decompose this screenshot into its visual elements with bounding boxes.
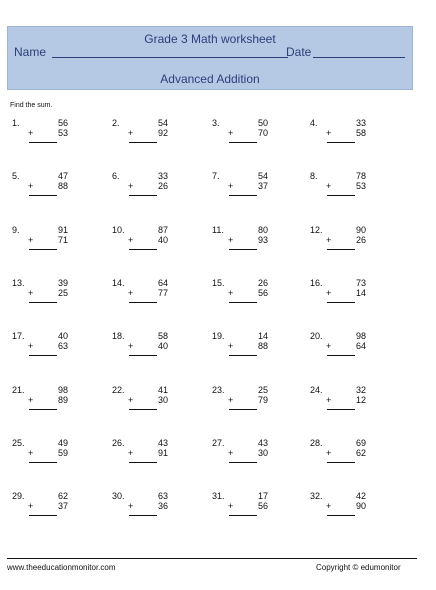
plus-sign: + bbox=[128, 501, 134, 511]
plus-sign: + bbox=[228, 501, 234, 511]
second-addend: 37 bbox=[257, 181, 268, 191]
first-addend: 32 bbox=[355, 385, 366, 395]
addition-problem bbox=[12, 491, 72, 531]
second-addend: 14 bbox=[355, 288, 366, 298]
first-addend: 54 bbox=[157, 118, 168, 128]
plus-sign: + bbox=[28, 341, 34, 351]
second-addend: 92 bbox=[157, 128, 168, 138]
first-addend: 98 bbox=[57, 385, 68, 395]
first-addend: 49 bbox=[57, 438, 68, 448]
answer-line[interactable] bbox=[229, 515, 257, 516]
addition-problem bbox=[112, 331, 172, 371]
first-addend: 50 bbox=[257, 118, 268, 128]
second-addend: 70 bbox=[257, 128, 268, 138]
plus-sign: + bbox=[326, 128, 332, 138]
problem-number: 19. bbox=[212, 331, 225, 341]
second-addend: 36 bbox=[157, 501, 168, 511]
problem-number: 24. bbox=[310, 385, 323, 395]
addition-problem bbox=[12, 225, 72, 265]
answer-line[interactable] bbox=[129, 195, 157, 196]
first-addend: 33 bbox=[157, 171, 168, 181]
first-addend: 39 bbox=[57, 278, 68, 288]
second-addend: 71 bbox=[57, 235, 68, 245]
plus-sign: + bbox=[326, 341, 332, 351]
addition-problem bbox=[310, 438, 370, 478]
first-addend: 87 bbox=[157, 225, 168, 235]
second-addend: 40 bbox=[157, 235, 168, 245]
second-addend: 58 bbox=[355, 128, 366, 138]
worksheet-subtitle: Advanced Addition bbox=[160, 72, 260, 86]
plus-sign: + bbox=[228, 128, 234, 138]
addition-problem bbox=[212, 491, 272, 531]
problem-number: 1. bbox=[12, 118, 20, 128]
answer-line[interactable] bbox=[229, 249, 257, 250]
first-addend: 17 bbox=[257, 491, 268, 501]
first-addend: 56 bbox=[57, 118, 68, 128]
answer-line[interactable] bbox=[29, 195, 57, 196]
second-addend: 62 bbox=[355, 448, 366, 458]
answer-line[interactable] bbox=[129, 302, 157, 303]
addition-problem bbox=[310, 225, 370, 265]
second-addend: 63 bbox=[57, 341, 68, 351]
plus-sign: + bbox=[128, 128, 134, 138]
answer-line[interactable] bbox=[327, 142, 355, 143]
addition-problem bbox=[112, 118, 172, 158]
problem-number: 5. bbox=[12, 171, 20, 181]
plus-sign: + bbox=[228, 235, 234, 245]
plus-sign: + bbox=[28, 235, 34, 245]
plus-sign: + bbox=[228, 341, 234, 351]
first-addend: 80 bbox=[257, 225, 268, 235]
footer-website[interactable]: www.theeducationmonitor.com bbox=[7, 563, 116, 572]
plus-sign: + bbox=[228, 181, 234, 191]
addition-problem bbox=[12, 118, 72, 158]
first-addend: 78 bbox=[355, 171, 366, 181]
second-addend: 30 bbox=[257, 448, 268, 458]
addition-problem bbox=[112, 171, 172, 211]
problem-number: 10. bbox=[112, 225, 125, 235]
answer-line[interactable] bbox=[129, 355, 157, 356]
first-addend: 14 bbox=[257, 331, 268, 341]
plus-sign: + bbox=[228, 288, 234, 298]
problem-number: 4. bbox=[310, 118, 318, 128]
answer-line[interactable] bbox=[327, 302, 355, 303]
answer-line[interactable] bbox=[327, 249, 355, 250]
plus-sign: + bbox=[326, 395, 332, 405]
worksheet-title: Grade 3 Math worksheet bbox=[144, 32, 276, 46]
problem-number: 22. bbox=[112, 385, 125, 395]
problem-number: 31. bbox=[212, 491, 225, 501]
problem-number: 15. bbox=[212, 278, 225, 288]
answer-line[interactable] bbox=[327, 355, 355, 356]
plus-sign: + bbox=[28, 181, 34, 191]
addition-problem bbox=[112, 491, 172, 531]
addition-problem bbox=[212, 171, 272, 211]
problem-number: 18. bbox=[112, 331, 125, 341]
instruction-text: Find the sum. bbox=[10, 102, 53, 109]
answer-line[interactable] bbox=[229, 142, 257, 143]
first-addend: 43 bbox=[157, 438, 168, 448]
plus-sign: + bbox=[128, 288, 134, 298]
addition-problem bbox=[112, 225, 172, 265]
plus-sign: + bbox=[326, 448, 332, 458]
answer-line[interactable] bbox=[29, 515, 57, 516]
problem-number: 29. bbox=[12, 491, 25, 501]
plus-sign: + bbox=[128, 181, 134, 191]
second-addend: 30 bbox=[157, 395, 168, 405]
first-addend: 41 bbox=[157, 385, 168, 395]
answer-line[interactable] bbox=[229, 195, 257, 196]
answer-line[interactable] bbox=[327, 462, 355, 463]
second-addend: 56 bbox=[257, 288, 268, 298]
first-addend: 98 bbox=[355, 331, 366, 341]
answer-line[interactable] bbox=[29, 355, 57, 356]
problem-number: 30. bbox=[112, 491, 125, 501]
problem-number: 8. bbox=[310, 171, 318, 181]
second-addend: 64 bbox=[355, 341, 366, 351]
problem-number: 11. bbox=[212, 225, 224, 235]
problem-number: 23. bbox=[212, 385, 225, 395]
answer-line[interactable] bbox=[29, 409, 57, 410]
problem-number: 17. bbox=[12, 331, 25, 341]
problem-number: 7. bbox=[212, 171, 220, 181]
problem-number: 16. bbox=[310, 278, 323, 288]
plus-sign: + bbox=[228, 448, 234, 458]
plus-sign: + bbox=[128, 235, 134, 245]
addition-problem bbox=[112, 438, 172, 478]
addition-problem bbox=[212, 278, 272, 318]
addition-problem bbox=[212, 225, 272, 265]
problem-number: 25. bbox=[12, 438, 25, 448]
plus-sign: + bbox=[326, 181, 332, 191]
problem-number: 2. bbox=[112, 118, 120, 128]
answer-line[interactable] bbox=[29, 302, 57, 303]
problem-number: 27. bbox=[212, 438, 225, 448]
addition-problem bbox=[310, 118, 370, 158]
second-addend: 88 bbox=[257, 341, 268, 351]
problem-number: 21. bbox=[12, 385, 25, 395]
problem-number: 9. bbox=[12, 225, 20, 235]
answer-line[interactable] bbox=[29, 462, 57, 463]
first-addend: 91 bbox=[57, 225, 68, 235]
problem-number: 20. bbox=[310, 331, 323, 341]
name-label: Name bbox=[14, 45, 47, 59]
problem-number: 13. bbox=[12, 278, 25, 288]
plus-sign: + bbox=[326, 288, 332, 298]
second-addend: 59 bbox=[57, 448, 68, 458]
second-addend: 93 bbox=[257, 235, 268, 245]
answer-line[interactable] bbox=[129, 409, 157, 410]
addition-problem bbox=[212, 438, 272, 478]
first-addend: 47 bbox=[57, 171, 68, 181]
addition-problem bbox=[12, 278, 72, 318]
addition-problem bbox=[310, 171, 370, 211]
first-addend: 33 bbox=[355, 118, 366, 128]
answer-line[interactable] bbox=[327, 515, 355, 516]
first-addend: 69 bbox=[355, 438, 366, 448]
answer-line[interactable] bbox=[327, 409, 355, 410]
problem-number: 14. bbox=[112, 278, 125, 288]
second-addend: 37 bbox=[57, 501, 68, 511]
answer-line[interactable] bbox=[229, 462, 257, 463]
first-addend: 25 bbox=[257, 385, 268, 395]
problem-number: 28. bbox=[310, 438, 323, 448]
second-addend: 26 bbox=[157, 181, 168, 191]
second-addend: 90 bbox=[355, 501, 366, 511]
plus-sign: + bbox=[128, 395, 134, 405]
plus-sign: + bbox=[128, 341, 134, 351]
addition-problem bbox=[212, 331, 272, 371]
second-addend: 56 bbox=[257, 501, 268, 511]
problem-number: 12. bbox=[310, 225, 323, 235]
second-addend: 53 bbox=[355, 181, 366, 191]
plus-sign: + bbox=[28, 288, 34, 298]
answer-line[interactable] bbox=[129, 462, 157, 463]
answer-line[interactable] bbox=[229, 302, 257, 303]
addition-problem bbox=[212, 118, 272, 158]
plus-sign: + bbox=[228, 395, 234, 405]
plus-sign: + bbox=[28, 501, 34, 511]
first-addend: 42 bbox=[355, 491, 366, 501]
second-addend: 91 bbox=[157, 448, 168, 458]
answer-line[interactable] bbox=[129, 142, 157, 143]
first-addend: 62 bbox=[57, 491, 68, 501]
addition-problem bbox=[310, 331, 370, 371]
second-addend: 25 bbox=[57, 288, 68, 298]
addition-problem bbox=[310, 491, 370, 531]
plus-sign: + bbox=[128, 448, 134, 458]
addition-problem bbox=[310, 278, 370, 318]
first-addend: 73 bbox=[355, 278, 366, 288]
addition-problem bbox=[12, 331, 72, 371]
first-addend: 64 bbox=[157, 278, 168, 288]
answer-line[interactable] bbox=[129, 249, 157, 250]
problem-number: 3. bbox=[212, 118, 220, 128]
second-addend: 77 bbox=[157, 288, 168, 298]
addition-problem bbox=[112, 278, 172, 318]
second-addend: 89 bbox=[57, 395, 68, 405]
plus-sign: + bbox=[28, 395, 34, 405]
addition-problem bbox=[212, 385, 272, 425]
first-addend: 40 bbox=[57, 331, 68, 341]
footer-divider bbox=[7, 558, 417, 559]
addition-problem bbox=[12, 438, 72, 478]
answer-line[interactable] bbox=[129, 515, 157, 516]
second-addend: 26 bbox=[355, 235, 366, 245]
answer-line[interactable] bbox=[327, 195, 355, 196]
second-addend: 88 bbox=[57, 181, 68, 191]
answer-line[interactable] bbox=[29, 142, 57, 143]
second-addend: 40 bbox=[157, 341, 168, 351]
date-label: Date bbox=[286, 45, 312, 59]
answer-line[interactable] bbox=[29, 249, 57, 250]
footer-copyright: Copyright © edumonitor bbox=[316, 563, 401, 572]
addition-problem bbox=[12, 385, 72, 425]
problem-number: 32. bbox=[310, 491, 323, 501]
first-addend: 58 bbox=[157, 331, 168, 341]
first-addend: 43 bbox=[257, 438, 268, 448]
plus-sign: + bbox=[326, 501, 332, 511]
addition-problem bbox=[12, 171, 72, 211]
plus-sign: + bbox=[28, 448, 34, 458]
plus-sign: + bbox=[28, 128, 34, 138]
second-addend: 12 bbox=[355, 395, 366, 405]
first-addend: 54 bbox=[257, 171, 268, 181]
answer-line[interactable] bbox=[229, 409, 257, 410]
problem-number: 6. bbox=[112, 171, 120, 181]
answer-line[interactable] bbox=[229, 355, 257, 356]
first-addend: 63 bbox=[157, 491, 168, 501]
addition-problem bbox=[310, 385, 370, 425]
second-addend: 53 bbox=[57, 128, 68, 138]
first-addend: 90 bbox=[355, 225, 366, 235]
first-addend: 26 bbox=[257, 278, 268, 288]
addition-problem bbox=[112, 385, 172, 425]
problem-number: 26. bbox=[112, 438, 125, 448]
plus-sign: + bbox=[326, 235, 332, 245]
second-addend: 79 bbox=[257, 395, 268, 405]
